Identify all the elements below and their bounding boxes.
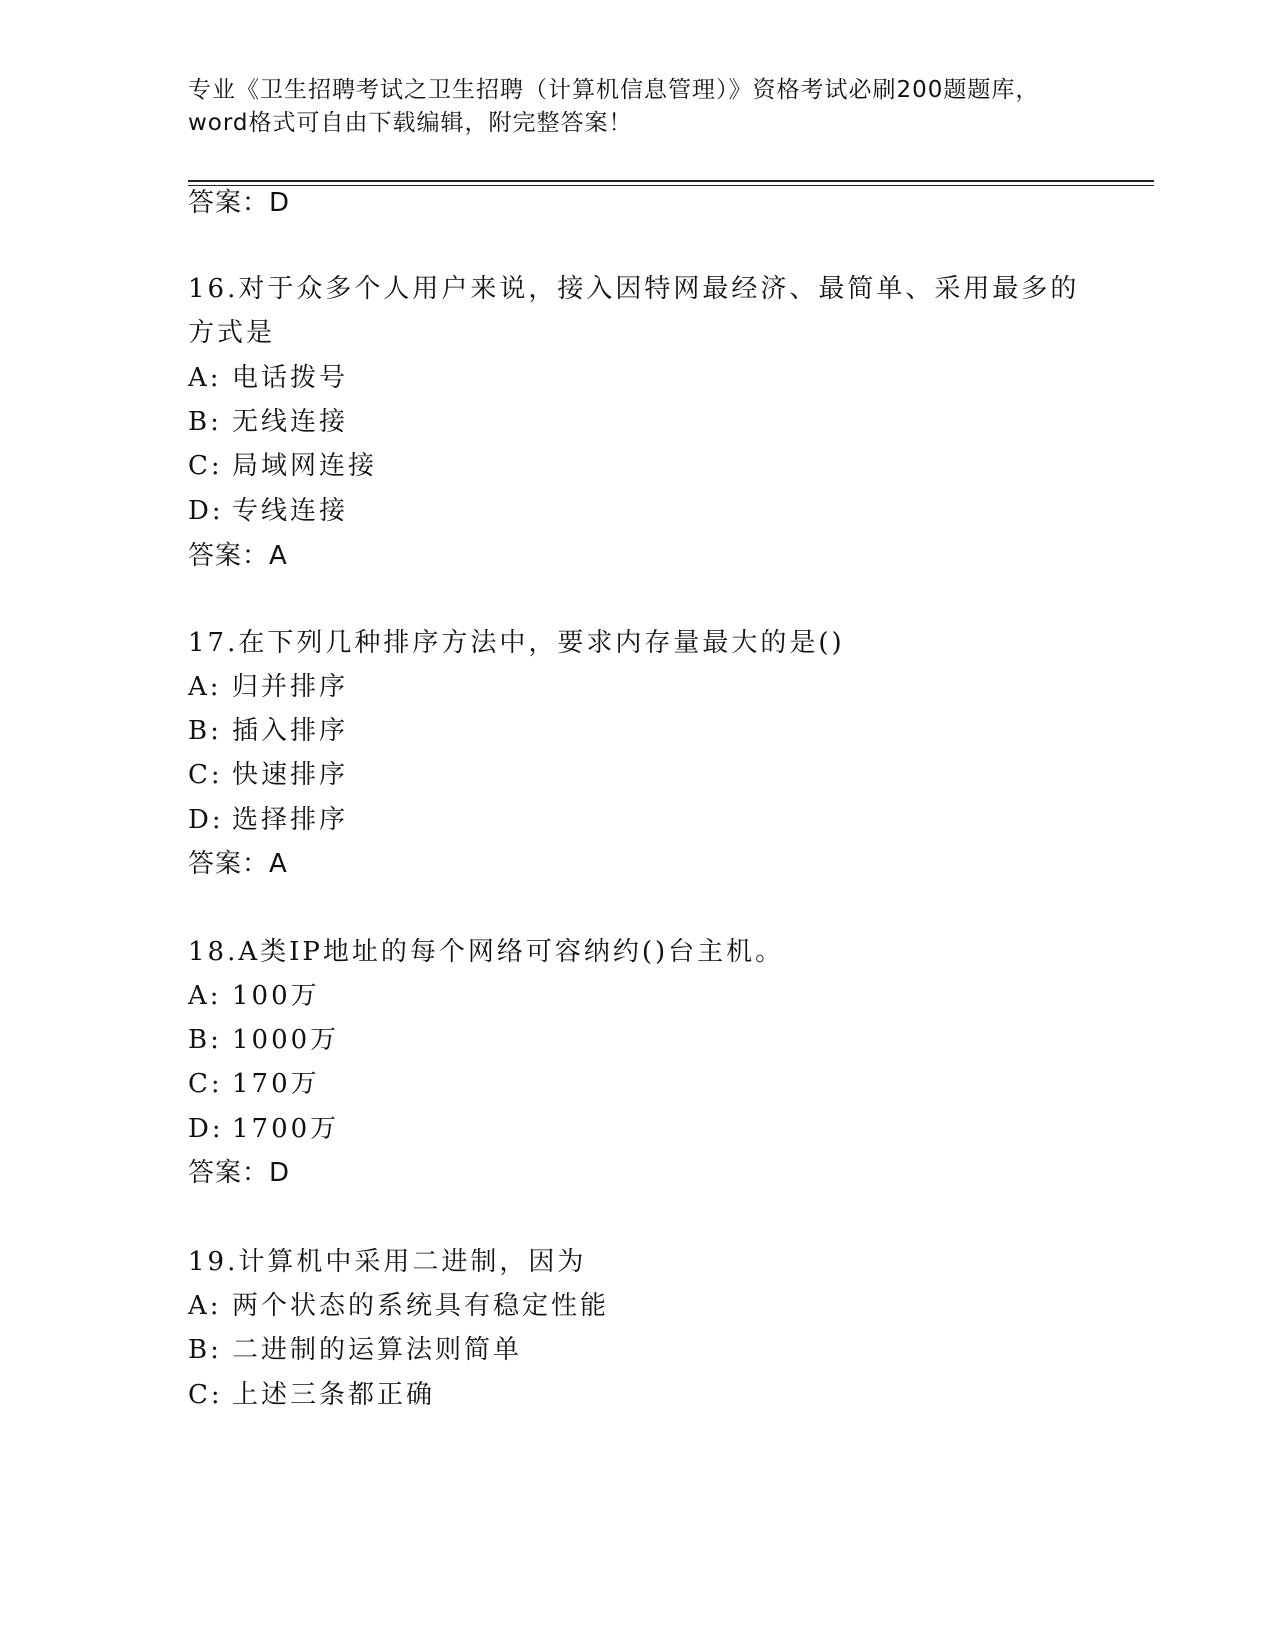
header-line-2: word格式可自由下载编辑，附完整答案！ xyxy=(188,110,633,136)
option-text: 无线连接 xyxy=(232,407,349,437)
option-key: A: xyxy=(188,672,222,702)
question-19-option-a xyxy=(188,1289,609,1323)
option-text: 1700万 xyxy=(232,1114,340,1144)
header-rule-thin xyxy=(188,185,1154,186)
option-key: B: xyxy=(188,407,222,437)
question-18-option-b xyxy=(188,1023,339,1057)
option-text: 选择排序 xyxy=(232,805,349,835)
option-text: 上述三条都正确 xyxy=(232,1380,436,1410)
question-17-option-b xyxy=(188,714,348,748)
option-text: 插入排序 xyxy=(232,716,349,746)
option-key: C: xyxy=(188,760,223,790)
option-key: C: xyxy=(188,1069,223,1099)
option-key: B: xyxy=(188,1335,222,1365)
question-19-option-c xyxy=(188,1378,435,1412)
question-18-option-d xyxy=(188,1112,339,1146)
header-rule xyxy=(188,180,1154,182)
option-text: 电话拨号 xyxy=(232,363,349,393)
option-key: A: xyxy=(188,1291,222,1321)
option-key: C: xyxy=(188,451,223,481)
question-17-answer: 答案：A xyxy=(188,849,288,879)
question-17-option-a xyxy=(188,670,348,704)
question-18-answer: 答案：D xyxy=(188,1158,291,1188)
answer-line: 答案：D xyxy=(188,188,291,218)
question-17-option-d xyxy=(188,803,348,837)
question-16-stem-line-1: 16.对于众多个人用户来说，接入因特网最经济、最简单、采用最多的 xyxy=(188,274,1080,304)
option-key: A: xyxy=(188,363,222,393)
page-header xyxy=(188,74,1168,140)
option-key: A: xyxy=(188,981,222,1011)
option-text: 100万 xyxy=(232,981,320,1011)
option-key: B: xyxy=(188,1025,222,1055)
option-key: B: xyxy=(188,716,222,746)
question-16-option-c xyxy=(188,449,377,483)
question-16-answer: 答案：A xyxy=(188,541,288,571)
question-18-option-a xyxy=(188,979,320,1013)
option-key: D: xyxy=(188,496,224,526)
question-16-option-b xyxy=(188,405,348,439)
option-text: 1000万 xyxy=(232,1025,340,1055)
question-16-stem-line-2: 方式是 xyxy=(188,318,276,348)
question-19-option-b xyxy=(188,1333,522,1367)
option-text: 专线连接 xyxy=(232,496,349,526)
question-17-stem: 17.在下列几种排序方法中，要求内存量最大的是() xyxy=(188,628,845,658)
question-16-option-d xyxy=(188,494,348,528)
option-text: 170万 xyxy=(232,1069,320,1099)
option-key: C: xyxy=(188,1380,223,1410)
question-18-option-c xyxy=(188,1067,320,1101)
option-text: 快速排序 xyxy=(232,760,349,790)
option-text: 两个状态的系统具有稳定性能 xyxy=(232,1291,610,1321)
option-key: D: xyxy=(188,805,224,835)
option-text: 局域网连接 xyxy=(232,451,378,481)
question-19-stem: 19.计算机中采用二进制，因为 xyxy=(188,1247,587,1277)
question-17-option-c xyxy=(188,758,348,792)
option-text: 二进制的运算法则简单 xyxy=(232,1335,523,1365)
question-18-stem: 18.A类IP地址的每个网络可容纳约()台主机。 xyxy=(188,937,785,967)
option-text: 归并排序 xyxy=(232,672,349,702)
question-16-option-a xyxy=(188,361,348,395)
option-key: D: xyxy=(188,1114,224,1144)
header-line-1: 专业《卫生招聘考试之卫生招聘（计算机信息管理）》资格考试必刷200题题库， xyxy=(188,77,1040,103)
